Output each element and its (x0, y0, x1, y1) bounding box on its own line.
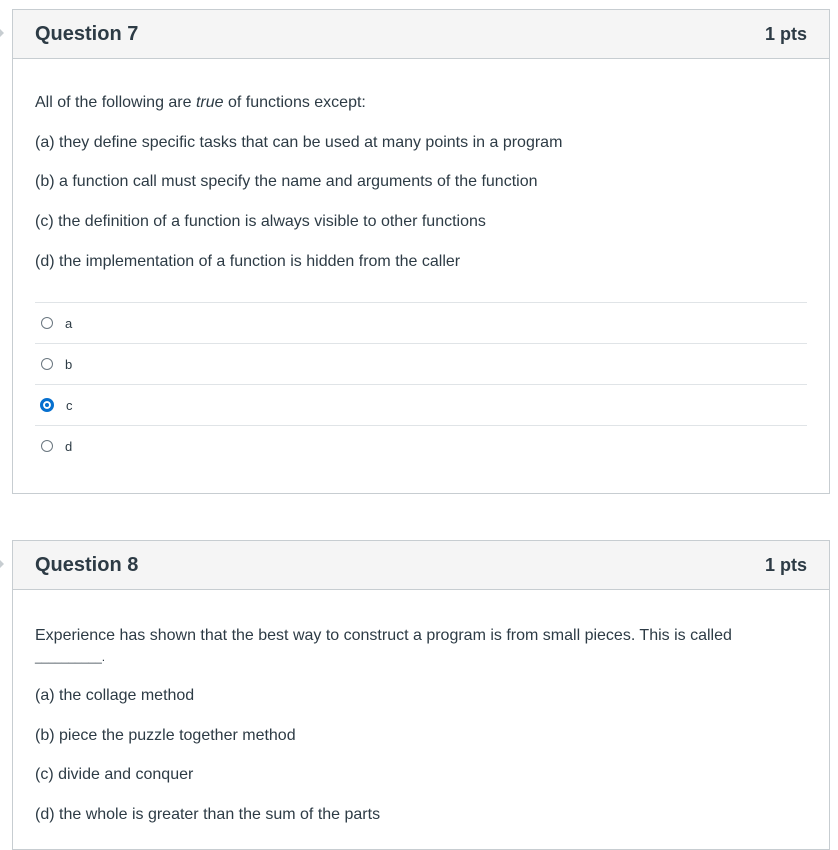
answer-label-c[interactable]: c (66, 397, 73, 413)
answer-label-b[interactable]: b (65, 356, 73, 372)
question-7-title: Question 7 (35, 22, 139, 45)
prompt-prefix: All of the following are (35, 94, 196, 111)
question-7-text (35, 59, 807, 272)
question-7-marker (0, 29, 4, 39)
question-8-marker (0, 560, 4, 570)
question-7-option-b-text: (b) a function call must specify the name and arguments of the function (35, 173, 538, 190)
question-8-body (13, 590, 829, 825)
question-7-option-c-text: (c) the definition of a function is always visible to other functions (35, 213, 486, 230)
question-7-card (12, 9, 830, 494)
question-7-prompt (35, 93, 807, 113)
question-8-blank: __________. (35, 650, 106, 664)
question-8-header (13, 541, 829, 590)
radio-a[interactable] (41, 317, 53, 329)
radio-b[interactable] (41, 358, 53, 370)
answer-label-d[interactable]: d (65, 438, 73, 454)
question-8-option-a-text: (a) the collage method (35, 687, 195, 704)
radio-c[interactable] (40, 398, 54, 412)
radio-d[interactable] (41, 440, 53, 452)
answer-option-d[interactable] (35, 425, 807, 466)
question-7-option-a-text: (a) they define specific tasks that can be used at many points in a program (35, 134, 563, 151)
question-7-points: 1 pts (764, 23, 807, 44)
answer-label-a[interactable]: a (65, 315, 73, 331)
answer-option-a[interactable] (35, 302, 807, 343)
question-7-body (13, 59, 829, 466)
question-8-card (12, 540, 830, 850)
question-8-option-c-text: (c) divide and conquer (35, 766, 194, 783)
answer-option-c[interactable] (35, 384, 807, 425)
question-7-option-d-text: (d) the implementation of a function is hidden from the caller (35, 253, 461, 270)
question-8-option-b-text: (b) piece the puzzle together method (35, 727, 296, 744)
question-8-text (35, 590, 807, 825)
question-8-title: Question 8 (35, 553, 139, 576)
question-8-option-d-text: (d) the whole is greater than the sum of the parts (35, 806, 381, 823)
question-7-header (13, 10, 829, 59)
answer-option-b[interactable] (35, 343, 807, 384)
question-8-points: 1 pts (764, 554, 807, 575)
question-8-prompt: Experience has shown that the best way to construct a program is from small pieces. This is called (35, 627, 732, 644)
question-7-answers (35, 302, 807, 466)
prompt-emphasis: true (195, 94, 224, 111)
prompt-suffix: of functions except: (223, 94, 366, 111)
